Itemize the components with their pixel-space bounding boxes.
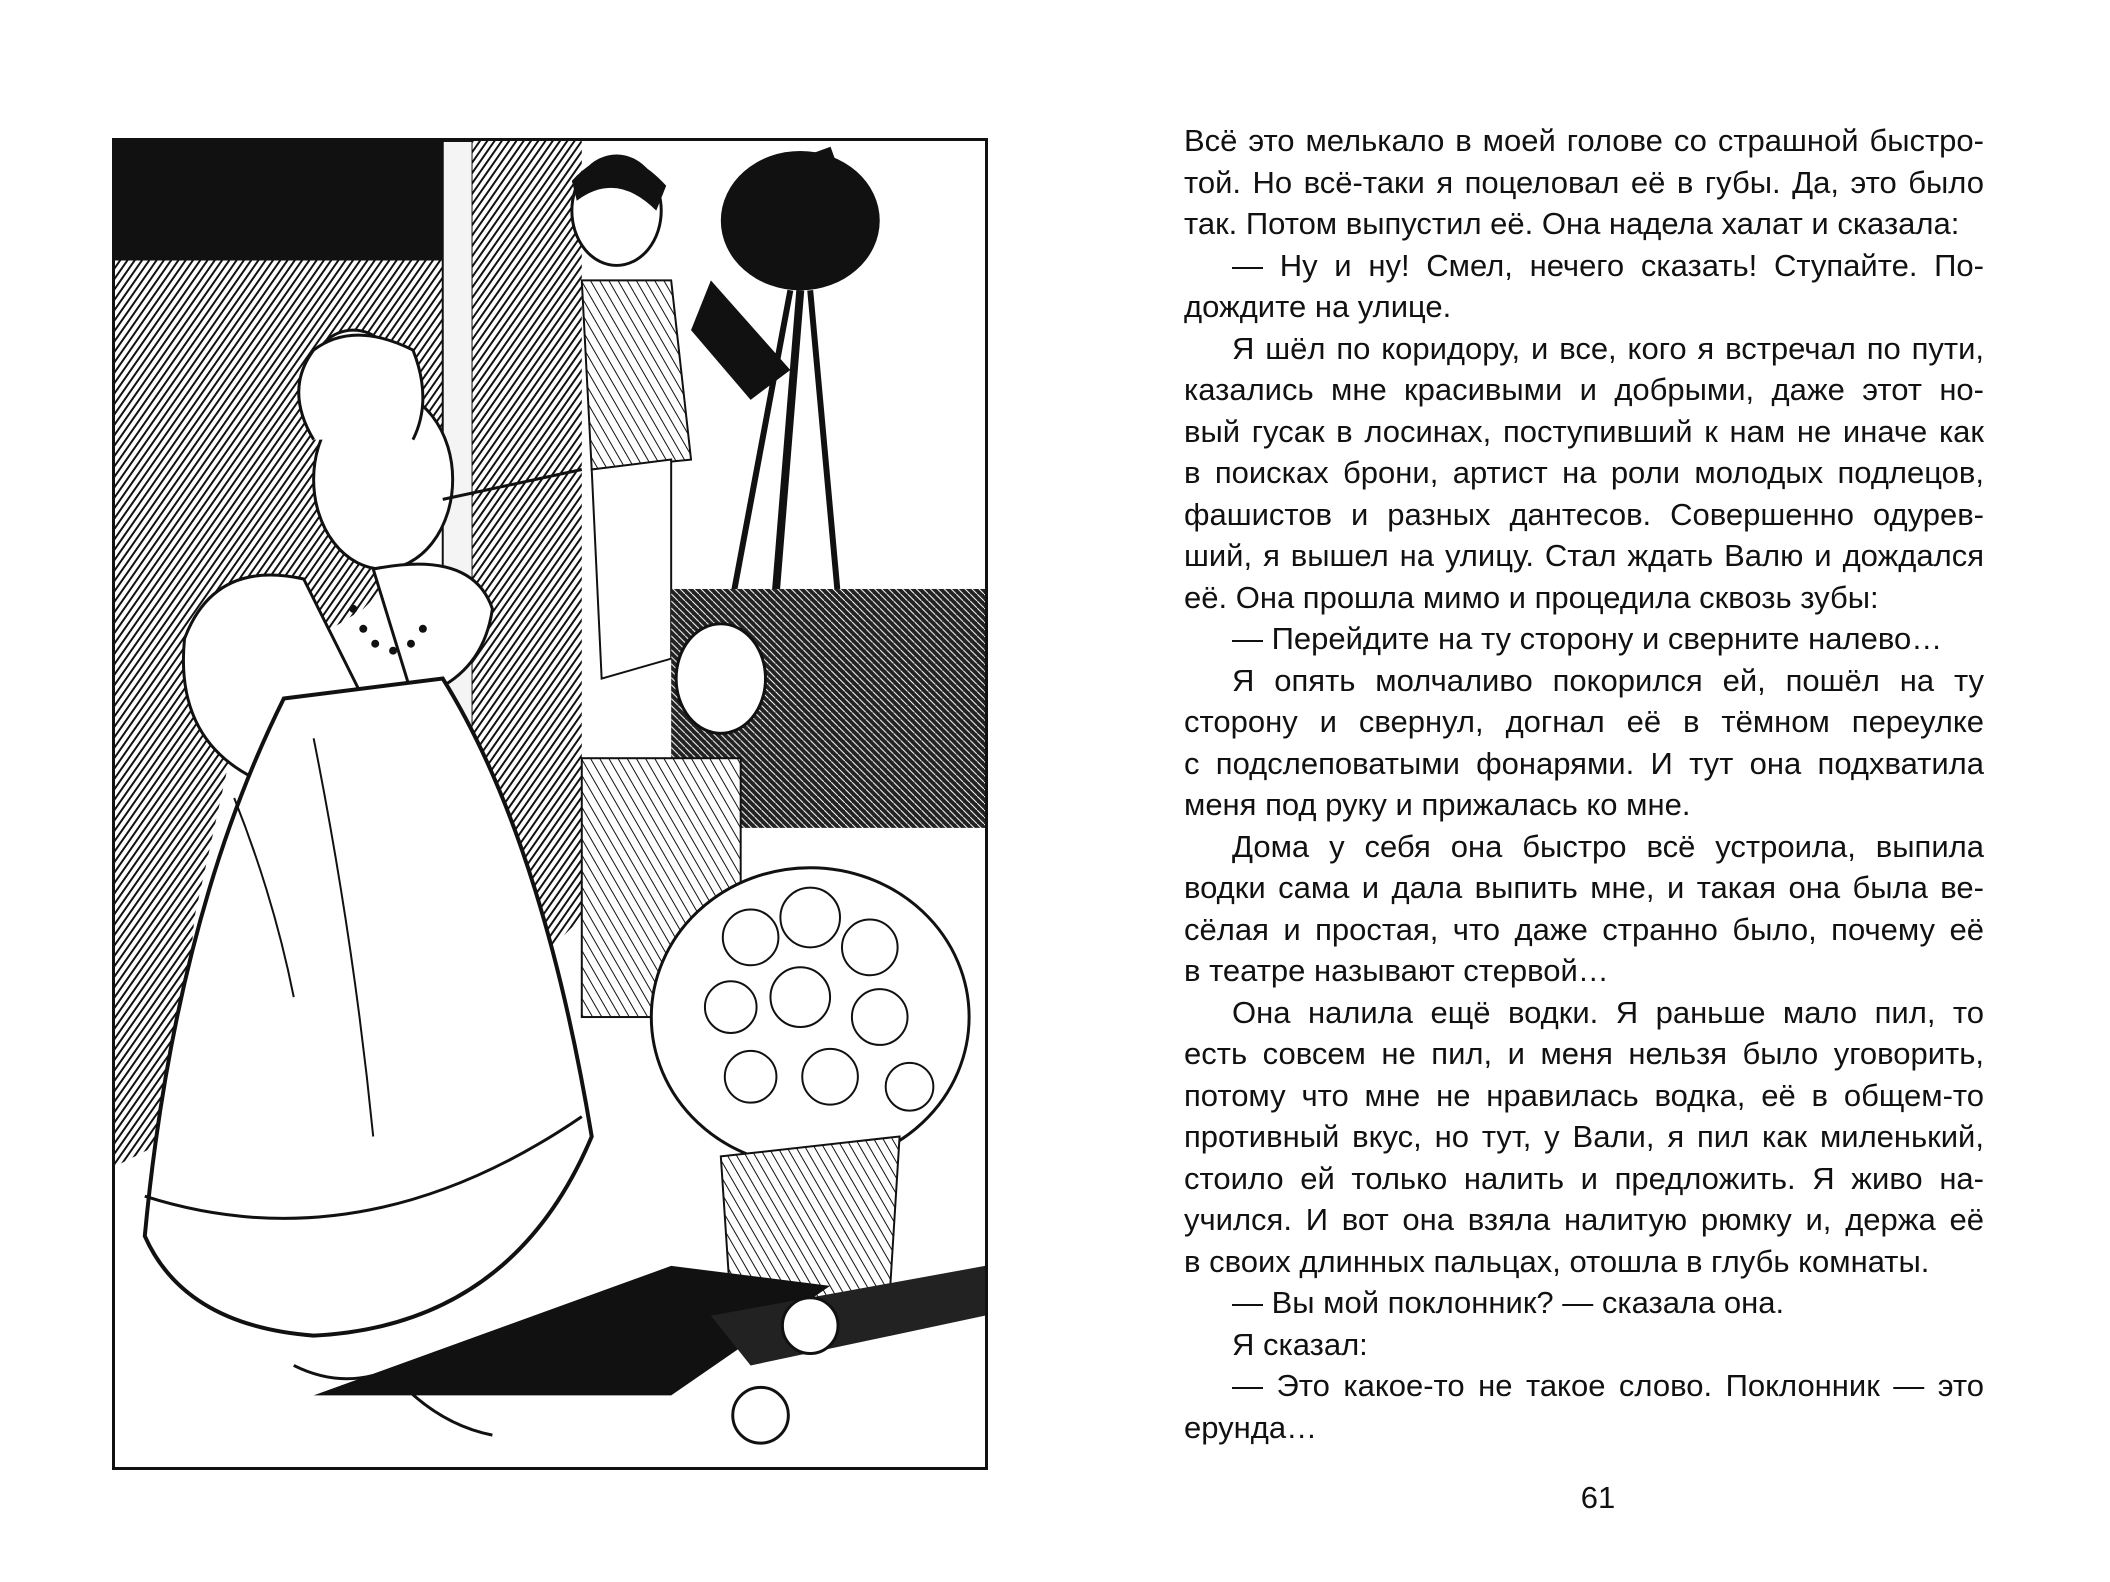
text-line: есть совсем не пил, и меня нельзя было уговорить, — [1184, 1036, 1984, 1071]
text-line: той. Но всё-таки я поцеловал её в губы. Да, это было — [1184, 164, 1984, 200]
text-line: учился. И вот она взяла налитую рюмку и, держа её — [1184, 1202, 1984, 1237]
text-line: вый гусак в лосинах, поступивший к нам не иначе как — [1184, 413, 1984, 449]
text-line: казались мне красивыми и добрыми, даже этот но- — [1184, 372, 1984, 407]
text-line: с подслеповатыми фонарями. И тут она подхватила — [1184, 745, 1984, 781]
text-line: Я шёл по коридору, и все, кого я встречал по пути, — [1232, 330, 1984, 366]
illustration — [112, 138, 988, 1470]
text-line: Я сказал: — [1232, 1326, 1368, 1362]
text-line: сторону и свернул, догнал её в тёмном переулке — [1184, 704, 1984, 739]
text-line: ерунда… — [1184, 1409, 1318, 1445]
text-line: в театре называют стервой… — [1184, 953, 1609, 988]
text-line: — Ну и ну! Смел, нечего сказать! Ступайте. По- — [1232, 247, 1984, 283]
text-line: в своих длинных пальцах, отошла в глубь комнаты. — [1184, 1243, 1930, 1279]
text-line: Я опять молчаливо покорился ей, пошёл на ту — [1232, 662, 1984, 698]
text-line: меня под руку и прижалась ко мне. — [1184, 787, 1691, 822]
text-line: ший, я вышел на улицу. Стал ждать Валю и дождался — [1184, 538, 1984, 573]
text-line: водки сама и дала выпить мне, и такая она была ве- — [1184, 870, 1984, 905]
text-line: — Вы мой поклонник? — сказала она. — [1232, 1285, 1785, 1320]
text-column — [1184, 120, 1984, 1448]
ink-illustration-icon — [115, 141, 985, 1467]
text-line: так. Потом выпустил её. Она надела халат и сказала: — [1184, 206, 1960, 241]
text-line: Дома у себя она быстро всё устроила, выпила — [1232, 828, 1984, 864]
text-line: дождите на улице. — [1184, 289, 1452, 324]
text-line: Всё это мелькало в моей голове со страшной быстро- — [1184, 123, 1984, 158]
text-line: в поисках брони, артист на роли молодых подлецов, — [1184, 455, 1984, 490]
text-line: потому что мне не нравилась водка, её в общем-то — [1184, 1077, 1984, 1113]
text-line: — Перейдите на ту сторону и сверните налево… — [1232, 621, 1943, 656]
text-line: противный вкус, но тут, у Вали, я пил как миленький, — [1184, 1119, 1984, 1154]
text-line: фашистов и разных дантесов. Совершенно одурев- — [1184, 496, 1984, 532]
text-line: сёлая и простая, что даже странно было, почему её — [1184, 911, 1984, 947]
page-number: 61 — [1580, 1480, 1616, 1515]
text-line: её. Она прошла мимо и процедила сквозь зубы: — [1184, 579, 1879, 615]
text-line: стоило ей только налить и предложить. Я живо на- — [1184, 1160, 1984, 1196]
text-line: Она налила ещё водки. Я раньше мало пил, то — [1232, 994, 1984, 1030]
text-line: — Это какое-то не такое слово. Поклонник — это — [1232, 1368, 1984, 1403]
